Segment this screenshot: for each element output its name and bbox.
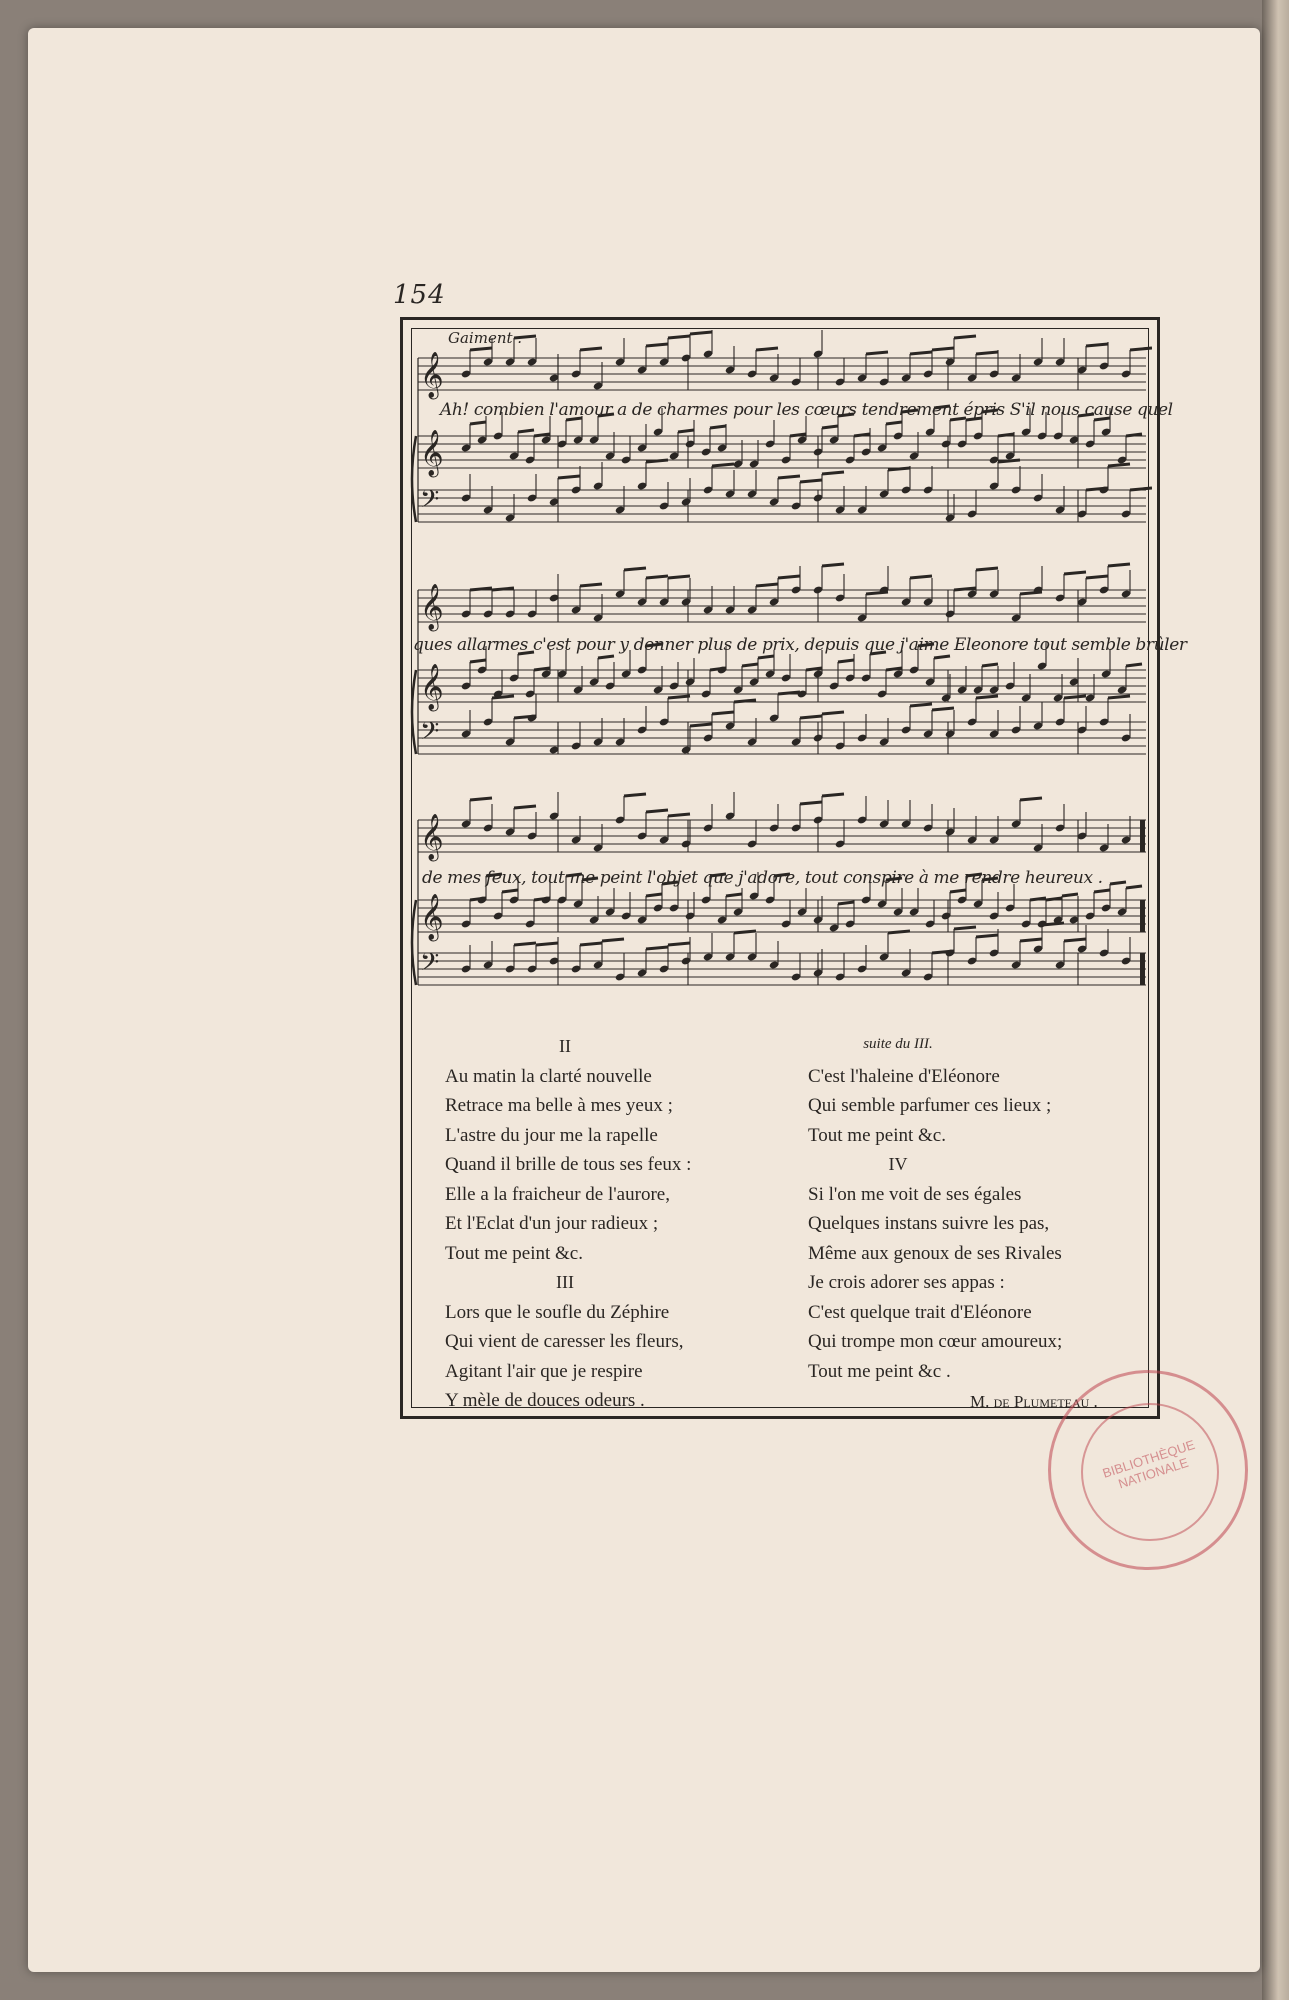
lyric-line-2: ques allarmes c'est pour y donner plus de prix, depuis que j'aime Eleonore tout semble brûler [413,635,1187,655]
final-barline [1140,820,1145,852]
verse-number: IV [888,1154,908,1174]
note-beam [822,564,844,566]
verse-line: Qui trompe mon cœur amoureux; [808,1331,1063,1352]
note-beam [756,584,778,586]
system-brace [412,900,416,985]
note-beam [514,806,536,808]
note-beam [822,712,844,714]
author-credit: M. de Plumeteau . [970,1392,1098,1411]
note-beam [976,696,998,698]
note-beam [1064,939,1086,941]
note-beam [1108,696,1130,698]
note-beam [910,576,932,578]
verse-column-right [808,1036,1148,1390]
note-beam [1126,664,1142,666]
verse-number: II [559,1036,571,1056]
note-beam [710,426,726,428]
note-beam [1126,434,1142,436]
note-beam [1086,576,1108,578]
note-beam [1064,572,1086,574]
note-beam [598,656,614,658]
treble-clef-icon: 𝄞 [420,664,444,710]
note-beam [778,576,800,578]
treble-clef-icon: 𝄞 [420,430,444,476]
note-beam [778,692,800,694]
note-beam [778,476,800,478]
verse-line: Qui semble parfumer ces lieux ; [808,1095,1052,1116]
note-beam [982,664,998,666]
note-beam [1130,488,1152,490]
note-beam [646,460,668,462]
note-beam [976,352,998,354]
note-beam [470,660,486,662]
note-beam [790,434,806,436]
note-beam [1062,894,1078,896]
note-beam [678,430,694,432]
verse-column-left [445,1036,775,1420]
note-beam [624,568,646,570]
bass-clef-icon: 𝄢 [420,717,440,752]
verse-line: Tout me peint &c . [808,1360,951,1382]
note-beam [518,430,534,432]
verse-line: Tout me peint &c. [808,1124,946,1146]
verse-line: Je crois adorer ses appas : [808,1272,1005,1293]
note-beam [1110,882,1126,884]
verse-line: Et l'Eclat d'un jour radieux ; [445,1213,659,1234]
note-beam [668,336,690,338]
verse-line: Quand il brille de tous ses feux : [445,1154,692,1175]
note-beam [558,476,580,478]
note-beam [712,712,734,714]
note-beam [646,344,668,346]
note-beam [646,810,668,812]
note-beam [822,472,844,474]
note-beam [734,931,756,933]
note-beam [580,348,602,350]
note-beam [910,704,932,706]
note-beam [1126,886,1142,888]
note-beam [854,434,870,436]
verse-line: Même aux genoux de ses Rivales [808,1242,1062,1264]
note-beam [624,794,646,796]
note-beam [492,588,514,590]
tempo-marking: Gaiment . [448,329,523,347]
treble-clef-icon: 𝄞 [420,814,444,860]
note-beam [954,336,976,338]
note-beam [800,716,822,718]
book-spine-edge [1262,0,1289,2000]
note-beam [470,422,486,424]
note-beam [1064,696,1086,698]
note-beam [580,584,602,586]
note-beam [888,468,910,470]
note-beam [910,352,932,354]
note-beam [886,422,902,424]
note-beam [690,332,712,334]
note-beam [932,708,954,710]
verse-line: L'astre du jour me la rapelle [445,1124,658,1146]
note-beam [1020,939,1042,941]
final-barline [1140,900,1145,932]
verse-line: C'est quelque trait d'Eléonore [808,1301,1032,1323]
verse-line: Retrace ma belle à mes yeux ; [445,1095,673,1116]
note-beam [668,696,690,698]
note-beam [646,894,662,896]
note-beam [886,668,902,670]
verse-line: C'est l'haleine d'Eléonore [808,1065,1000,1087]
note-beam [1046,898,1062,900]
note-beam [742,664,758,666]
note-beam [976,935,998,937]
note-beam [976,568,998,570]
treble-clef-icon: 𝄞 [420,894,444,940]
lyric-line-1: Ah! combien l'amour a de charmes pour les cœurs tendrement épris S'il nous cause quel [440,400,1173,420]
note-beam [470,348,492,350]
verse-line: Agitant l'air que je respire [445,1360,643,1382]
note-beam [934,656,950,658]
note-beam [800,802,822,804]
final-barline [1140,953,1145,985]
note-beam [838,902,854,904]
note-beam [646,947,668,949]
note-beam [954,588,976,590]
note-beam [1094,890,1110,892]
note-beam [822,426,838,428]
verse-line: Elle a la fraicheur de l'aurore, [445,1183,670,1205]
note-beam [1020,798,1042,800]
music-score [408,330,1152,1030]
note-beam [800,480,822,482]
note-beam [502,890,518,892]
note-beam [470,588,492,590]
note-beam [1030,898,1046,900]
verse-line: Quelques instans suivre les pas, [808,1213,1050,1234]
library-stamp [1048,1370,1248,1570]
system-brace [412,670,416,754]
note-beam [950,890,966,892]
note-beam [536,943,558,945]
note-beam [822,794,844,796]
note-beam [1108,564,1130,566]
note-beam [932,348,954,350]
note-beam [646,576,668,578]
verse-number: suite du III. [863,1036,933,1052]
note-beam [866,352,888,354]
page-number: 154 [393,280,446,310]
note-beam [1108,464,1130,466]
note-beam [492,696,514,698]
note-beam [712,464,734,466]
treble-clef-icon: 𝄞 [420,584,444,630]
stamp-text: BIBLIOTHÈQUE NATIONALE [1100,1436,1197,1492]
verse-line: Si l'on me voit de ses égales [808,1183,1022,1205]
note-beam [514,943,536,945]
note-beam [998,460,1020,462]
note-beam [838,660,854,662]
verse-line: Au matin la clarté nouvelle [445,1065,652,1087]
note-beam [668,814,690,816]
verse-line: Tout me peint &c. [445,1242,583,1264]
note-beam [998,434,1014,436]
note-beam [580,943,602,945]
lyric-line-3: de mes feux, tout me peint l'objet que j'adore, tout conspire à me rendre heureux . [422,868,1103,888]
verse-line: Qui vient de caresser les fleurs, [445,1331,684,1352]
system-brace [412,436,416,522]
note-beam [602,939,624,941]
note-beam [806,668,822,670]
note-beam [534,668,550,670]
note-beam [1042,923,1064,925]
verse-line: Lors que le soufle du Zéphire [445,1301,670,1323]
bass-clef-icon: 𝄢 [420,485,440,520]
note-beam [726,894,742,896]
verse-number: III [556,1272,574,1292]
note-beam [888,931,910,933]
note-beam [756,348,778,350]
treble-clef-icon: 𝄞 [420,352,444,398]
note-beam [690,724,712,726]
note-beam [1130,348,1152,350]
note-beam [954,927,976,929]
note-beam [1086,344,1108,346]
note-beam [470,798,492,800]
note-beam [734,700,756,702]
note-beam [668,576,690,578]
bass-clef-icon: 𝄢 [420,948,440,983]
verse-line: Y mèle de douces odeurs . [445,1390,645,1411]
note-beam [534,434,550,436]
note-beam [758,656,774,658]
note-beam [668,943,690,945]
